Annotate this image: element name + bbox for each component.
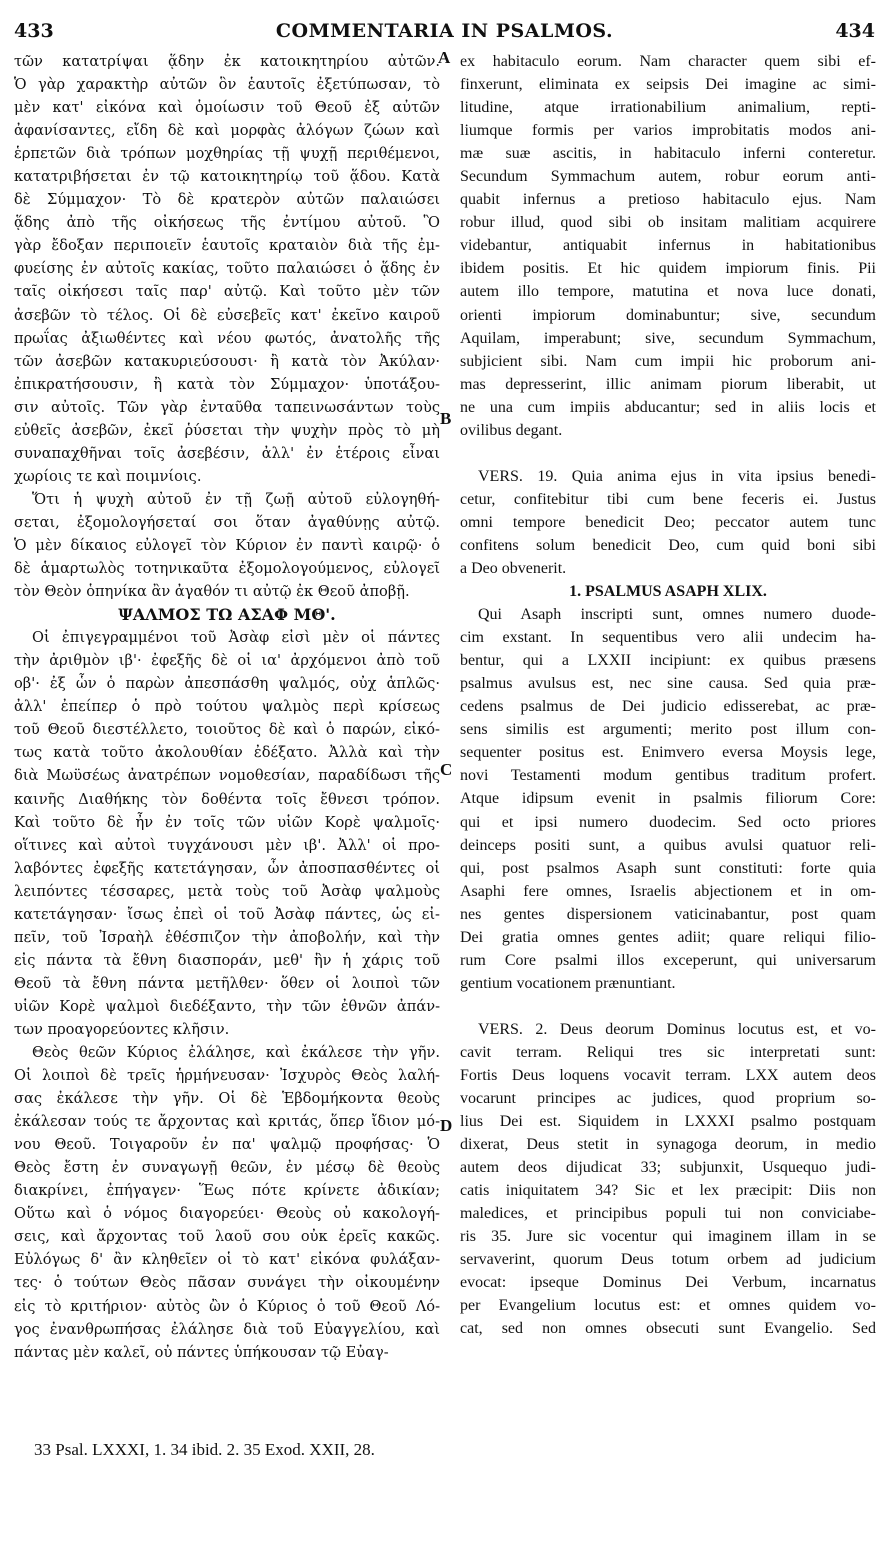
- latin-text-line: subjicient sibi. Nam cum impii hic proborum ani-: [460, 352, 876, 370]
- greek-text-line: τῶν ἀσεβῶν κατακυριεύσουσι· ἢ κατὰ τὸν Ἀκύλαν·: [14, 352, 440, 370]
- greek-text-line: Καὶ τοῦτο δὲ ἦν ἐν τοῖς τῶν υἱῶν Κορὲ ψαλμοῖς·: [14, 813, 440, 831]
- latin-text-line: ne una cum impiis abducantur; sed in aliis locis et: [460, 398, 876, 416]
- greek-text-line: οἵτινες καὶ αὐτοὶ τυγχάνουσι μὲν ιβ'. Ἀλλ' οἱ προ-: [14, 836, 440, 854]
- latin-text-line: Atque idipsum evenit in psalmis filiorum Core:: [460, 790, 876, 808]
- greek-text-line: πεῖν, τοῦ Ἰσραὴλ ἐθέσπιζον τὴν ἀποβολήν, καὶ τὴν: [14, 928, 440, 946]
- greek-text-line: νου Θεοῦ. Τοιγαροῦν ἐν πα' ψαλμῷ προφήσας· Ὁ: [14, 1136, 440, 1154]
- margin-marker-c: C: [440, 760, 453, 779]
- latin-text-line: mas depresserint, illic animam piorum liberabit, ut: [460, 375, 876, 393]
- latin-text-line: qui, post psalmos Asaph sunt constituti: forte quia: [460, 859, 876, 877]
- footnotes: 33 Psal. LXXXI, 1. 34 ibid. 2. 35 Exod. XXII, 28.: [34, 1440, 375, 1459]
- latin-text-line: 1. PSALMUS ASAPH XLIX.: [569, 583, 767, 601]
- greek-text-line: διὰ Μωϋσέως ἀνατρέπων νομοθεσίαν, παραδίδωσι τῆς: [14, 767, 440, 785]
- latin-text-line: Fortis Deus loquens vocavit terram. LXX autem deos: [460, 1066, 876, 1084]
- latin-text-line: Aquilam, imperabunt; sive, secundum Symmachum,: [460, 329, 876, 347]
- margin-marker-b: B: [440, 409, 452, 428]
- latin-text-line: autem deos dijudicat 33; subjunxit, Usquequo judi-: [460, 1159, 876, 1177]
- margin-marker-d: D: [440, 1116, 453, 1135]
- greek-text-line: λαβόντες ἐφεξῆς κατετάγησαν, ὧν ἀποσπασθέντες οἱ: [14, 859, 440, 877]
- greek-text-line: Εὐλόγως δ' ἂν κληθεῖεν οἱ τὸ κατ' εἰκόνα φυλάξαν-: [14, 1251, 440, 1269]
- latin-text-line: confitens solum benedicit Deo, cum quid boni sibi: [460, 536, 876, 554]
- latin-text-line: Asaphi fere omnes, Israelis abjectionem et in om-: [460, 882, 876, 900]
- latin-text-line: ibidem positis. Et hic quidem impiorum finis. Pii: [460, 260, 876, 278]
- greek-text-line: ἀσεβῶν τὸ τέλος. Οἱ δὲ εὐσεβεῖς κατ' ἐκεῖνο καιροῦ: [14, 306, 440, 324]
- greek-text-line: ταῖς οἰκήσεσι ταῖς παρ' αὐτῷ. Καὶ τοῦτο μὲν τῶν: [14, 283, 440, 301]
- latin-text-line: Dei gratia omnes gentes adiit; quare reliqui filio-: [460, 928, 876, 946]
- latin-text-line: finxerunt, eliminata ex seipsis Dei imagine ac simi-: [460, 76, 876, 94]
- greek-text-line: συναπαχθῆναι τοῖς ἀσεβέσιν, ἀλλ' ἐν ἑτέροις εἶναι: [14, 444, 440, 462]
- greek-text-line: Οὕτω καὶ ὁ νόμος διαγορεύει· Θεοὺς οὐ κακολογή-: [14, 1205, 440, 1223]
- latin-text-line: cavit terram. Reliqui tres sic interpretati sunt:: [460, 1043, 876, 1061]
- latin-text-line: evocat: ipseque Dominus Dei Verbum, incarnatus: [460, 1274, 876, 1292]
- greek-text-line: χωρίοις τε καὶ ποιμνίοις.: [14, 467, 202, 485]
- greek-text-line: τὸν Θεὸν ὁπηνίκα ἂν ἀγαθόν τι αὐτῷ ἐκ Θεοῦ ἀποβῇ.: [14, 583, 410, 601]
- latin-text-line: cedens psalmus de Dei judicio edisserebat, ac præ-: [460, 698, 876, 716]
- latin-text-line: Secundum Symmachum autem, robur eorum anti-: [460, 168, 876, 186]
- greek-text-line: των προαγορεύοντες κλῆσιν.: [14, 1020, 230, 1038]
- latin-text-line: ex habitaculo eorum. Nam character quem sibi ef-: [460, 53, 876, 70]
- latin-text-line: rum Core psalmi illos exceperunt, qui universarum: [460, 951, 876, 969]
- greek-text-line: ἐκάλεσαν τούς τε ἄρχοντας καὶ κριτάς, ὅπερ ἴδιον μό-: [14, 1113, 440, 1131]
- margin-marker-a: A: [438, 48, 451, 67]
- greek-text-line: εὐθεῖς ἀσεβῶν, ἐκεῖ ῥύσεται τὴν ψυχὴν πρὸς τὸ μὴ: [14, 421, 440, 439]
- greek-text-line: εἰς πάντα τὰ ἔθνη διασποράν, μεθ' ἣν ἡ χάρις τοῦ: [14, 951, 440, 969]
- greek-text-line: τως κατὰ τοῦτο ἀκολουθίαν ἐδέξατο. Ἀλλὰ καὶ τὴν: [14, 744, 440, 762]
- latin-text-line: cat, sed non omnes obsecuti sunt Evangelio. Sed: [460, 1320, 876, 1338]
- greek-text-line: κατατριβήσεται ἐν τῷ κατοικητηρίῳ τοῦ ᾅδου. Κατὰ: [14, 168, 440, 186]
- latin-text-line: maledices, et principibus populi tui non conviciabe-: [460, 1205, 876, 1223]
- greek-text-line: γὰρ ἔδοξαν περιποιεῖν ἑαυτοῖς κραταιὸν διὰ τῆς ἐμ-: [14, 237, 440, 255]
- latin-text-line: quabit infernus a pretioso habitaculo ejus. Nam: [460, 191, 876, 209]
- latin-text-line: lius Dei est. Siquidem in LXXXI psalmo postquam: [460, 1113, 876, 1131]
- greek-text-line: πρωΐας ἀξιωθέντες καὶ νέου φωτός, ἀνατολῆς τῆς: [14, 329, 440, 347]
- running-title: COMMENTARIA IN PSALMOS.: [275, 20, 614, 42]
- latin-column: [460, 50, 876, 1341]
- latin-text-line: autem illo tempore, matutina et nova luce donati,: [460, 283, 876, 301]
- page-number-left: 433: [14, 20, 54, 42]
- greek-text-line: πάντας μὲν καλεῖ, οὐ πάντες ὑπήκουσαν τῷ Εὐαγ-: [14, 1343, 389, 1361]
- greek-text-line: ἐπικρατήσουσιν, ἢ κατὰ τὸν Σύμμαχον· ὑποτάξου-: [14, 375, 440, 393]
- latin-text-line: robur illud, quod sibi ob insitam malitiam acquirere: [460, 214, 876, 232]
- latin-text-line: per Evangelium locutus est: et omnes quidem vo-: [460, 1297, 876, 1315]
- greek-text-line: Οἱ ἐπιγεγραμμένοι τοῦ Ἀσὰφ εἰσὶ μὲν οἱ πάντες: [32, 629, 440, 647]
- greek-text-line: Θεὸς θεῶν Κύριος ἐλάλησε, καὶ ἐκάλεσε τὴν γῆν.: [32, 1044, 440, 1062]
- greek-text-line: ἑρπετῶν διὰ τρόπων μοχθηρίας τῇ ψυχῇ περιθέμενοι,: [14, 145, 440, 163]
- latin-text-line: servaverint, quorum Deus totum orbem ad judicium: [460, 1251, 876, 1269]
- latin-text-line: videbantur, antiquabit infernus in habitationibus: [460, 237, 876, 255]
- greek-text-line: σεις, καὶ ἄρχοντας τοῦ λαοῦ σου οὐκ ἐρεῖς κακῶς.: [14, 1228, 440, 1246]
- greek-text-line: τῶν κατατρίψαι ᾅδην ἐκ κατοικητηρίου αὐτῶν.: [14, 53, 440, 70]
- greek-text-line: ᾅδης ἀπὸ τῆς οἰκήσεως τῆς ἐντίμου αὐτοῦ. Ὃ: [14, 214, 440, 232]
- greek-text-line: τὴν ἀριθμὸν ιβ'· ἐφεξῆς δὲ οἱ ια' ἀρχόμενοι ἀπὸ τοῦ: [14, 652, 440, 670]
- latin-text-line: qui et ipsi numero duodecim. Sed octo priores: [460, 813, 876, 831]
- latin-text-line: a Deo obvenerit.: [460, 559, 567, 577]
- greek-text-line: τες· ὁ τούτων Θεὸς πᾶσαν συνάγει τὴν οἰκουμένην: [14, 1274, 440, 1292]
- greek-text-line: λειπόντες τέσσαρες, μετὰ τοὺς τοῦ Ἀσὰφ ψαλμοὺς: [14, 882, 440, 900]
- latin-text-line: vocarunt principes ac judices, quod proprium so-: [460, 1090, 876, 1108]
- latin-text-line: omni tempore benedicit Deo; peccator autem tunc: [460, 513, 876, 531]
- greek-text-line: Θεὸς ἔστη ἐν συναγωγῇ θεῶν, ἐν μέσῳ δὲ θεοὺς: [14, 1159, 440, 1177]
- latin-text-line: deinceps positi sunt, a quibus avulsi quatuor reli-: [460, 836, 876, 854]
- greek-text-line: Ὁ γὰρ χαρακτὴρ αὐτῶν ὃν ἑαυτοῖς ἐξετύπωσαν, τὸ: [14, 76, 440, 94]
- greek-text-line: καινῆς Διαθήκης τὸν δοθέντα τοῖς ἔθνεσι τρόπον.: [14, 790, 440, 808]
- greek-text-line: σας ἐκάλεσε τὴν γῆν. Οἱ δὲ Ἑβδομήκοντα θεοὺς: [14, 1090, 440, 1108]
- latin-text-line: bentur, qui a LXXII incipiunt: ex quibus præsens: [460, 652, 876, 670]
- greek-text-line: μὲν κατ' εἰκόνα καὶ ὁμοίωσιν τοῦ Θεοῦ ἐξ αὐτῶν: [14, 99, 440, 117]
- greek-column: [14, 50, 440, 1364]
- latin-text-line: ris 35. Jure sic vocentur qui imaginem illam in se: [460, 1228, 876, 1246]
- latin-text-line: gentium vocationem prænuntiant.: [460, 974, 676, 992]
- latin-text-line: psalmus avulsus est, nec sine causa. Sed quia præ-: [460, 675, 876, 693]
- latin-text-line: VERS. 19. Quia anima ejus in vita ipsius benedi-: [478, 467, 876, 485]
- greek-text-line: Θεοῦ τὰ ἔθνη πάντα μετῆλθεν· ὅθεν οἱ λοιποὶ τῶν: [14, 974, 440, 992]
- latin-text-line: cim exstant. In sequentibus vero alii undecim ha-: [460, 629, 876, 647]
- greek-text-line: δὲ ἁμαρτωλὸς τοτηνικαῦτα ἐξομολογούμενος, εὐλογεῖ: [14, 560, 440, 578]
- latin-text-line: sequenter positus est. Enimvero eversa Moysis lege,: [460, 744, 876, 762]
- greek-text-line: οβ'· ἐξ ὧν ὁ παρὼν ἀπεσπάσθη ψαλμός, οὐχ ἁπλῶς·: [14, 675, 440, 693]
- greek-text-line: ΨΑΛΜΟΣ ΤΩ ΑΣΑΦ ΜΘ'.: [118, 605, 336, 625]
- greek-text-line: Ὁ μὲν δίκαιος εὐλογεῖ τὸν Κύριον ἐν παντὶ καιρῷ· ὁ: [14, 536, 440, 554]
- latin-text-line: mæ suæ ascitis, in habitaculo inferni conteretur.: [460, 145, 876, 163]
- greek-text-line: εἰς τὸ κριτήριον· αὐτὸς ὢν ὁ Κύριος ὁ τοῦ Θεοῦ Λό-: [14, 1297, 440, 1315]
- latin-text-line: Qui Asaph inscripti sunt, omnes numero duode-: [478, 606, 876, 624]
- greek-text-line: διακρίνει, ἐπήγαγεν· Ἕως πότε κρίνετε ἀδικίαν;: [14, 1182, 440, 1200]
- greek-text-line: κατετάγησαν· ἴσως ἐπεὶ οἱ τοῦ Ἀσὰφ πάντες, ὡς εἰ-: [14, 905, 440, 923]
- greek-text-line: υἱῶν Κορὲ ψαλμοὶ διεδέξαντο, τὴν τῶν ἐθνῶν ἀπάν-: [14, 997, 440, 1015]
- latin-text-line: sens similis est argumenti; merito post illum con-: [460, 721, 876, 739]
- greek-text-line: Ὅτι ἡ ψυχὴ αὐτοῦ ἐν τῇ ζωῇ αὐτοῦ εὐλογηθή-: [32, 490, 440, 508]
- greek-text-line: δὲ Σύμμαχον· Τὸ δὲ κρατερὸν αὐτῶν παλαιώσει: [14, 191, 440, 209]
- latin-text-line: VERS. 2. Deus deorum Dominus locutus est, et vo-: [478, 1020, 876, 1038]
- latin-text-line: novi Testamenti modum gentibus traditum profert.: [460, 767, 876, 785]
- greek-text-line: γος ἐνανθρωπήσας ἐλάλησε διὰ τοῦ Εὐαγγελίου, καὶ: [14, 1320, 440, 1338]
- greek-text-line: Οἱ λοιποὶ δὲ τρεῖς ἡρμήνευσαν· Ἰσχυρὸς Θεὸς λαλή-: [14, 1067, 440, 1085]
- latin-text-line: litudine, atque irrationabilium animalium, repti-: [460, 99, 876, 117]
- latin-text-line: liumque formis per varios improbitatis modos ani-: [460, 122, 876, 140]
- greek-text-line: ἀφανίσαντες, εἴδη δὲ καὶ μορφὰς ἀλόγων ζώων καὶ: [14, 122, 440, 140]
- latin-text-line: cetur, confitebitur tibi cum bene feceris ei. Justus: [460, 490, 876, 508]
- greek-text-line: σεται, ἐξομολογήσεταί σοι ὅταν ἀγαθύνῃς αὐτῷ.: [14, 513, 440, 531]
- latin-text-line: ovilibus degant.: [460, 421, 563, 439]
- page-number-right: 434: [835, 20, 875, 42]
- greek-text-line: φυείσης ἐν αὐτοῖς κακίας, τοῦτο παλαιώσει ὁ ᾅδης ἐν: [14, 260, 440, 278]
- greek-text-line: σιν αὐτοῖς. Τῶν γὰρ ἐνταῦθα ταπεινωσάντων τοὺς: [14, 398, 440, 416]
- latin-text-line: dixerat, Deus stetit in synagoga deorum, in medio: [460, 1136, 876, 1154]
- latin-text-line: orienti impiorum dominabuntur; sive, secundum: [460, 306, 876, 324]
- latin-text-line: catis iniquitatem 34? Sic et lex præcipit: Diis non: [460, 1182, 876, 1200]
- greek-text-line: ἀλλ' ἐπείπερ ὁ πρὸ τούτου ψαλμὸς περὶ κρίσεως: [14, 698, 440, 716]
- greek-text-line: τοῦ Θεοῦ διεστέλλετο, τοιοῦτος δὲ καὶ ὁ παρών, εἰκό-: [14, 721, 440, 739]
- latin-text-line: nes gentes dispersionem vaticinabantur, post quam: [460, 905, 876, 923]
